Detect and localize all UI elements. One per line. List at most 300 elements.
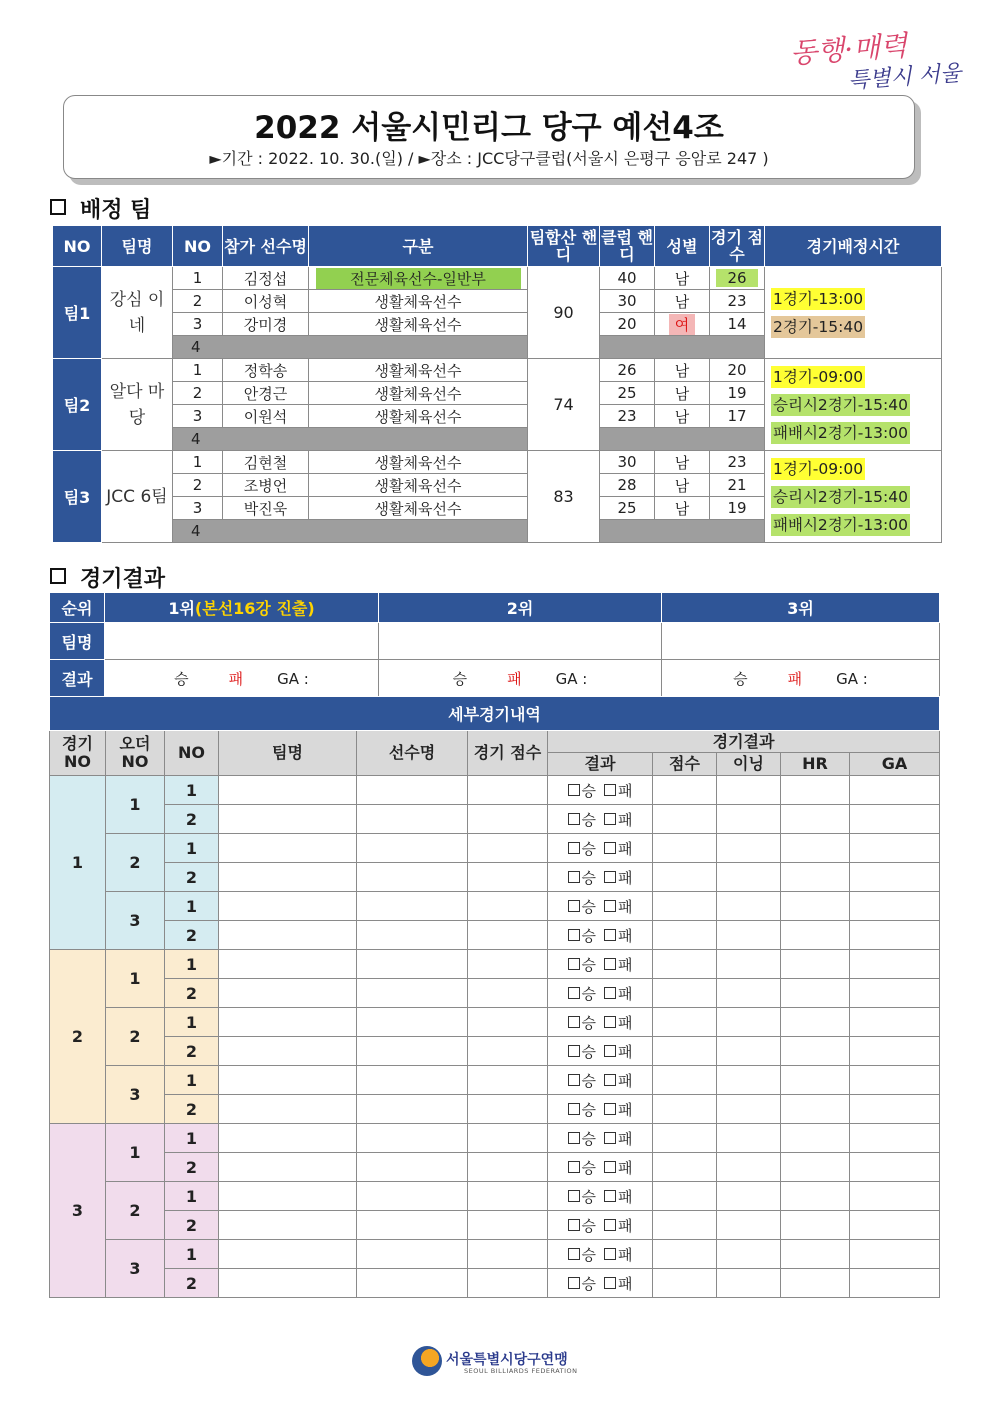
points-field[interactable] [653, 921, 717, 950]
player-name: 박진욱 [223, 497, 309, 520]
ga-field[interactable] [850, 979, 940, 1008]
team-header-2: NO [173, 226, 223, 267]
team-field[interactable] [219, 1182, 357, 1211]
points-field[interactable] [653, 1153, 717, 1182]
player-sex [655, 474, 710, 497]
score-field[interactable] [468, 1240, 548, 1269]
player-field[interactable] [357, 1153, 468, 1182]
hr-field[interactable] [781, 1066, 850, 1095]
win-check-label: 승 [581, 781, 596, 800]
team-field[interactable] [219, 834, 357, 863]
lose-checkbox[interactable] [604, 842, 616, 854]
lose-checkbox[interactable] [604, 1190, 616, 1202]
hr-field[interactable] [781, 1037, 850, 1066]
player-type-label: 생활체육선수 [374, 315, 462, 334]
win-checkbox[interactable] [568, 1277, 580, 1289]
win-check-label: 승 [581, 1274, 596, 1293]
player-name: 이성혁 [223, 290, 309, 313]
rank-3-header: 3위 [662, 593, 940, 623]
lose-check-label: 패 [618, 781, 633, 800]
player-score-label: 23 [727, 453, 747, 471]
points-field[interactable] [653, 1095, 717, 1124]
hr-field[interactable] [781, 1182, 850, 1211]
points-field[interactable] [653, 1124, 717, 1153]
square-bullet-icon [50, 568, 66, 584]
team-field[interactable] [219, 1095, 357, 1124]
rank-2-result [379, 660, 662, 697]
win-checkbox[interactable] [568, 1219, 580, 1231]
win-check-label: 승 [581, 1013, 596, 1032]
federation-name: 서울특별시당구연맹 [446, 1352, 568, 1368]
hr-field[interactable] [781, 805, 850, 834]
hr-field[interactable] [781, 1095, 850, 1124]
lose-check-label: 패 [618, 1100, 633, 1119]
player-score [710, 267, 765, 290]
inning-field[interactable] [717, 776, 781, 805]
points-field[interactable] [653, 1008, 717, 1037]
ga-field[interactable] [850, 921, 940, 950]
score-field[interactable] [468, 1066, 548, 1095]
player-name: 조병언 [223, 474, 309, 497]
game-no: 3 [50, 1124, 106, 1298]
win-checkbox[interactable] [568, 871, 580, 883]
points-field[interactable] [653, 1182, 717, 1211]
header-ga: GA [850, 753, 940, 776]
player-sex [655, 290, 710, 313]
team-header-8: 경기 점수 [710, 226, 765, 267]
win-checkbox[interactable] [568, 1190, 580, 1202]
points-field[interactable] [653, 863, 717, 892]
win-check-label: 승 [581, 1071, 596, 1090]
win-label: 승 [452, 669, 468, 688]
player-field[interactable] [357, 1008, 468, 1037]
hr-field[interactable] [781, 863, 850, 892]
table-row [50, 1124, 940, 1153]
lose-checkbox[interactable] [604, 1161, 616, 1173]
team-no: 팀2 [53, 359, 102, 451]
lose-checkbox[interactable] [604, 1103, 616, 1115]
score-field[interactable] [468, 950, 548, 979]
sub-no: 1 [165, 1124, 219, 1153]
empty-slot-row: 4 [173, 520, 528, 543]
player-field[interactable] [357, 921, 468, 950]
player-field[interactable] [357, 1066, 468, 1095]
win-checkbox[interactable] [568, 1103, 580, 1115]
ga-field[interactable] [850, 1037, 940, 1066]
empty-slot-fill [600, 336, 765, 359]
win-checkbox[interactable] [568, 929, 580, 941]
score-field[interactable] [468, 1269, 548, 1298]
win-checkbox[interactable] [568, 1016, 580, 1028]
team-field[interactable] [219, 1066, 357, 1095]
points-field[interactable] [653, 805, 717, 834]
inning-field[interactable] [717, 1240, 781, 1269]
order-no: 1 [106, 950, 165, 1008]
inning-field[interactable] [717, 1008, 781, 1037]
player-field[interactable] [357, 1182, 468, 1211]
section-heading-results: 경기결과 [50, 562, 165, 593]
ga-field[interactable] [850, 1066, 940, 1095]
team-header-3: 참가 선수명 [223, 226, 309, 267]
player-field[interactable] [357, 863, 468, 892]
lose-checkbox[interactable] [604, 1045, 616, 1057]
hr-field[interactable] [781, 979, 850, 1008]
ga-field[interactable] [850, 892, 940, 921]
rank-3-team-field[interactable] [662, 623, 940, 660]
inning-field[interactable] [717, 1066, 781, 1095]
player-score [710, 451, 765, 474]
header-team: 팀명 [219, 731, 357, 776]
ga-field[interactable] [850, 950, 940, 979]
result-label: 결과 [50, 660, 105, 697]
lose-checkbox[interactable] [604, 813, 616, 825]
player-no: 2 [173, 382, 223, 405]
points-field[interactable] [653, 834, 717, 863]
points-field[interactable] [653, 1211, 717, 1240]
schedule-item: 패배시2경기-13:00 [773, 423, 908, 442]
ga-field[interactable] [850, 1008, 940, 1037]
win-check-label: 승 [581, 926, 596, 945]
ga-field[interactable] [850, 1211, 940, 1240]
federation-name-en: SEOUL BILLIARDS FEDERATION [464, 1367, 578, 1375]
lose-checkbox[interactable] [604, 958, 616, 970]
points-field[interactable] [653, 950, 717, 979]
team-field[interactable] [219, 1211, 357, 1240]
win-check-label: 승 [581, 984, 596, 1003]
player-type [309, 382, 528, 405]
lose-check-label: 패 [618, 1216, 633, 1235]
player-field[interactable] [357, 950, 468, 979]
schedule-item: 2경기-15:40 [773, 317, 864, 336]
rank-2-team-field[interactable] [379, 623, 662, 660]
ga-field[interactable] [850, 1095, 940, 1124]
win-checkbox[interactable] [568, 1045, 580, 1057]
score-field[interactable] [468, 805, 548, 834]
sub-no: 1 [165, 1008, 219, 1037]
lose-checkbox[interactable] [604, 929, 616, 941]
hr-field[interactable] [781, 950, 850, 979]
lose-checkbox[interactable] [604, 1016, 616, 1028]
score-field[interactable] [468, 1124, 548, 1153]
inning-field[interactable] [717, 1037, 781, 1066]
hr-field[interactable] [781, 1240, 850, 1269]
title-box [63, 95, 915, 179]
points-field[interactable] [653, 776, 717, 805]
lose-check-label: 패 [618, 1071, 633, 1090]
table-row [50, 950, 940, 979]
win-checkbox[interactable] [568, 1248, 580, 1260]
team-sum-handicap: 74 [528, 359, 600, 451]
table-row [50, 892, 940, 921]
hr-field[interactable] [781, 1153, 850, 1182]
table-row [50, 776, 940, 805]
win-check-label: 승 [581, 1129, 596, 1148]
player-field[interactable] [357, 1211, 468, 1240]
player-score [710, 497, 765, 520]
table-row [50, 1211, 940, 1240]
header-result: 결과 [548, 753, 653, 776]
hr-field[interactable] [781, 1211, 850, 1240]
rank-label: 순위 [50, 593, 105, 623]
player-no: 1 [173, 267, 223, 290]
inning-field[interactable] [717, 892, 781, 921]
team-field[interactable] [219, 979, 357, 1008]
player-field[interactable] [357, 1269, 468, 1298]
result-checkboxes [548, 863, 653, 892]
score-field[interactable] [468, 892, 548, 921]
player-score [710, 474, 765, 497]
player-type-label: 전문체육선수-일반부 [316, 268, 521, 289]
win-check-label: 승 [581, 1187, 596, 1206]
empty-slot-row: 4 [173, 428, 528, 451]
ga-field[interactable] [850, 834, 940, 863]
team-field[interactable] [219, 950, 357, 979]
schedule-item: 패배시2경기-13:00 [773, 515, 908, 534]
team-field[interactable] [219, 1240, 357, 1269]
team-name: 알다 마당 [102, 359, 173, 451]
lose-checkbox[interactable] [604, 1219, 616, 1231]
team-field[interactable] [219, 921, 357, 950]
player-field[interactable] [357, 834, 468, 863]
sub-no: 1 [165, 776, 219, 805]
team-field[interactable] [219, 1037, 357, 1066]
lose-checkbox[interactable] [604, 1248, 616, 1260]
square-bullet-icon [50, 199, 66, 215]
score-field[interactable] [468, 863, 548, 892]
lose-check-label: 패 [618, 1013, 633, 1032]
win-checkbox[interactable] [568, 1132, 580, 1144]
lose-checkbox[interactable] [604, 1132, 616, 1144]
team-field[interactable] [219, 863, 357, 892]
inning-field[interactable] [717, 1153, 781, 1182]
player-score-label: 20 [727, 361, 747, 379]
inning-field[interactable] [717, 979, 781, 1008]
inning-field[interactable] [717, 1269, 781, 1298]
club-handicap: 23 [600, 405, 655, 428]
header-points: 점수 [653, 753, 717, 776]
player-sex-label: 남 [674, 407, 690, 426]
win-checkbox[interactable] [568, 813, 580, 825]
score-field[interactable] [468, 1182, 548, 1211]
player-type-label: 생활체육선수 [374, 453, 462, 472]
points-field[interactable] [653, 1066, 717, 1095]
player-score [710, 313, 765, 336]
table-row [50, 1269, 940, 1298]
lose-check-label: 패 [618, 1274, 633, 1293]
ga-field[interactable] [850, 1269, 940, 1298]
team-sum-handicap: 83 [528, 451, 600, 543]
player-sex [655, 313, 710, 336]
team-field[interactable] [219, 1008, 357, 1037]
player-type-label: 생활체육선수 [374, 361, 462, 380]
section-heading-teams: 배정 팀 [50, 193, 151, 224]
lose-check-label: 패 [618, 810, 633, 829]
lose-label: 패 [787, 669, 803, 688]
player-field[interactable] [357, 1037, 468, 1066]
result-checkboxes [548, 1182, 653, 1211]
inning-field[interactable] [717, 921, 781, 950]
sub-no: 1 [165, 892, 219, 921]
score-field[interactable] [468, 1037, 548, 1066]
player-sex [655, 497, 710, 520]
result-checkboxes [548, 834, 653, 863]
player-field[interactable] [357, 1095, 468, 1124]
player-field[interactable] [357, 892, 468, 921]
player-sex [655, 382, 710, 405]
lose-checkbox[interactable] [604, 784, 616, 796]
team-field[interactable] [219, 1153, 357, 1182]
lose-checkbox[interactable] [604, 1074, 616, 1086]
team-field[interactable] [219, 805, 357, 834]
win-checkbox[interactable] [568, 784, 580, 796]
player-name: 이원석 [223, 405, 309, 428]
team-field[interactable] [219, 1124, 357, 1153]
player-type [309, 405, 528, 428]
table-row [50, 921, 940, 950]
result-checkboxes [548, 776, 653, 805]
score-field[interactable] [468, 1095, 548, 1124]
team-header-7: 성별 [655, 226, 710, 267]
team-field[interactable] [219, 776, 357, 805]
inning-field[interactable] [717, 805, 781, 834]
lose-checkbox[interactable] [604, 900, 616, 912]
sub-no: 2 [165, 1037, 219, 1066]
hr-field[interactable] [781, 1269, 850, 1298]
player-sex [655, 451, 710, 474]
player-sex-label: 남 [674, 361, 690, 380]
points-field[interactable] [653, 1269, 717, 1298]
lose-check-label: 패 [618, 926, 633, 945]
player-field[interactable] [357, 979, 468, 1008]
lose-checkbox[interactable] [604, 871, 616, 883]
player-type [309, 267, 528, 290]
header-inning: 이닝 [717, 753, 781, 776]
club-handicap: 25 [600, 497, 655, 520]
win-checkbox[interactable] [568, 842, 580, 854]
hr-field[interactable] [781, 1008, 850, 1037]
lose-check-label: 패 [618, 1187, 633, 1206]
hr-field[interactable] [781, 921, 850, 950]
club-handicap: 30 [600, 290, 655, 313]
sub-no: 2 [165, 1269, 219, 1298]
win-checkbox[interactable] [568, 900, 580, 912]
score-field[interactable] [468, 776, 548, 805]
win-checkbox[interactable] [568, 987, 580, 999]
order-no: 2 [106, 834, 165, 892]
hr-field[interactable] [781, 892, 850, 921]
hr-field[interactable] [781, 834, 850, 863]
points-field[interactable] [653, 1037, 717, 1066]
win-checkbox[interactable] [568, 958, 580, 970]
player-field[interactable] [357, 805, 468, 834]
win-check-label: 승 [581, 1100, 596, 1119]
ga-field[interactable] [850, 1182, 940, 1211]
win-check-label: 승 [581, 955, 596, 974]
rank-1-team-field[interactable] [105, 623, 379, 660]
order-no: 1 [106, 776, 165, 834]
team-header-6: 클럽 핸디 [600, 226, 655, 267]
player-score [710, 290, 765, 313]
score-field[interactable] [468, 1153, 548, 1182]
player-field[interactable] [357, 776, 468, 805]
ga-field[interactable] [850, 863, 940, 892]
player-sex-label: 남 [674, 269, 690, 288]
score-field[interactable] [468, 1211, 548, 1240]
score-field[interactable] [468, 921, 548, 950]
score-field[interactable] [468, 979, 548, 1008]
result-checkboxes [548, 1037, 653, 1066]
team-name-label: 팀명 [50, 623, 105, 660]
team-header-row [53, 226, 942, 267]
lose-check-label: 패 [618, 868, 633, 887]
team-schedule [765, 267, 942, 359]
detail-title: 세부경기내역 [50, 697, 940, 731]
inning-field[interactable] [717, 1124, 781, 1153]
inning-field[interactable] [717, 863, 781, 892]
score-field[interactable] [468, 834, 548, 863]
win-checkbox[interactable] [568, 1074, 580, 1086]
player-score-label: 14 [727, 315, 747, 333]
inning-field[interactable] [717, 1095, 781, 1124]
player-field[interactable] [357, 1124, 468, 1153]
game-no: 2 [50, 950, 106, 1124]
player-field[interactable] [357, 1240, 468, 1269]
player-sex [655, 359, 710, 382]
lose-checkbox[interactable] [604, 987, 616, 999]
ga-field[interactable] [850, 1124, 940, 1153]
player-score-label: 21 [727, 476, 747, 494]
header-player: 선수명 [357, 731, 468, 776]
points-field[interactable] [653, 979, 717, 1008]
hr-field[interactable] [781, 776, 850, 805]
club-handicap: 40 [600, 267, 655, 290]
match-detail-table [49, 696, 940, 1298]
ga-field[interactable] [850, 1240, 940, 1269]
points-field[interactable] [653, 892, 717, 921]
ga-field[interactable] [850, 776, 940, 805]
player-no: 1 [173, 451, 223, 474]
points-field[interactable] [653, 1240, 717, 1269]
table-row [50, 834, 940, 863]
inning-field[interactable] [717, 1182, 781, 1211]
ga-field[interactable] [850, 805, 940, 834]
table-row [50, 1066, 940, 1095]
ga-label: GA : [277, 669, 309, 688]
win-check-label: 승 [581, 1245, 596, 1264]
score-field[interactable] [468, 1008, 548, 1037]
player-type [309, 313, 528, 336]
empty-slot-fill [600, 428, 765, 451]
lose-checkbox[interactable] [604, 1277, 616, 1289]
table-row [50, 1095, 940, 1124]
player-sex-label: 남 [674, 292, 690, 311]
inning-field[interactable] [717, 1211, 781, 1240]
win-checkbox[interactable] [568, 1161, 580, 1173]
lose-label: 패 [507, 669, 522, 688]
ga-field[interactable] [850, 1153, 940, 1182]
team-field[interactable] [219, 892, 357, 921]
team-field[interactable] [219, 1269, 357, 1298]
team-assignment-table [52, 225, 942, 543]
player-type [309, 474, 528, 497]
result-checkboxes [548, 1066, 653, 1095]
hr-field[interactable] [781, 1124, 850, 1153]
ga-label: GA : [555, 669, 588, 688]
inning-field[interactable] [717, 950, 781, 979]
player-type [309, 359, 528, 382]
inning-field[interactable] [717, 834, 781, 863]
rank-3-result [662, 660, 940, 697]
